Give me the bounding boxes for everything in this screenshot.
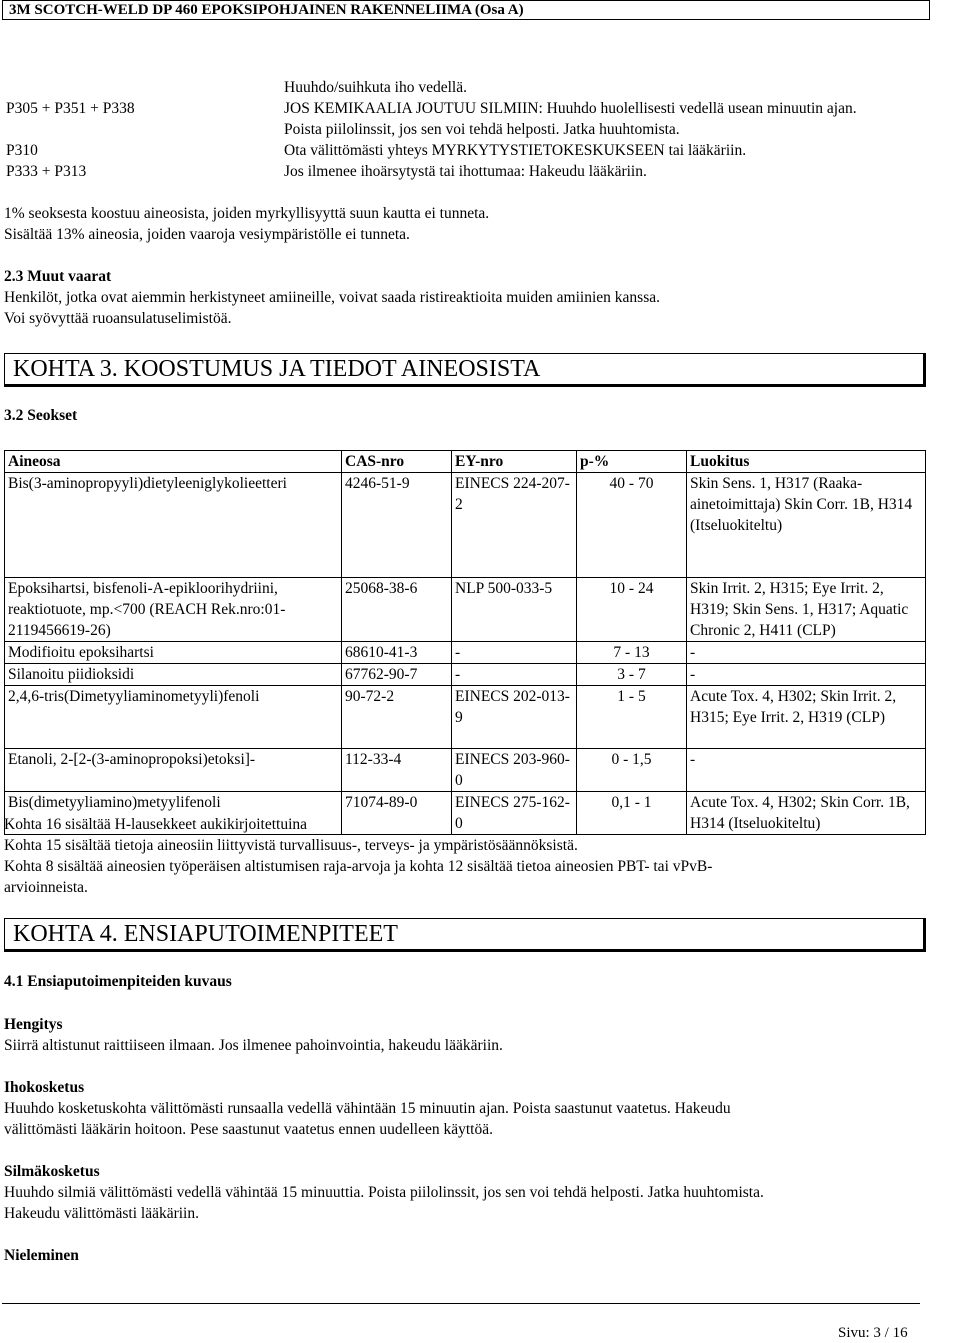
skin-contact-heading: Ihokosketus xyxy=(4,1079,85,1096)
eye-contact-heading: Silmäkosketus xyxy=(4,1163,100,1180)
precaution-text: Poista piilolinssit, jos sen voi tehdä helposti. Jatka huuhtomista. xyxy=(284,121,680,138)
precaution-code: P310 xyxy=(6,142,38,159)
ec-number: EINECS 203-960-0 xyxy=(452,749,577,792)
substance-name: Bis(dimetyyliamino)metyylifenoli xyxy=(5,792,342,835)
cas-number: 67762-90-7 xyxy=(342,664,452,686)
section3-note: Kohta 15 sisältää tietoja aineosiin liittyvistä turvallisuus-, terveys- ja ympäristösäännöksistä. xyxy=(4,837,578,854)
section3-note: Kohta 8 sisältää aineosien työperäisen altistumisen raja-arvoja ja kohta 12 sisältää tietoa aineosien PBT- tai vPvB- xyxy=(4,858,713,875)
precaution-text: Jos ilmenee ihoärsytystä tai ihottumaa: Hakeudu lääkäriin. xyxy=(284,163,647,180)
precaution-text: Huuhdo/suihkuta iho vedellä. xyxy=(284,79,467,96)
ec-number: EINECS 202-013-9 xyxy=(452,686,577,749)
ec-number: EINECS 275-162-0 xyxy=(452,792,577,835)
classification: Skin Irrit. 2, H315; Eye Irrit. 2, H319; Skin Sens. 1, H317; Aquatic Chronic 2, H411 (CLP) xyxy=(687,578,926,642)
percentage: 7 - 13 xyxy=(577,642,687,664)
column-header: CAS-nro xyxy=(342,451,452,473)
classification: - xyxy=(687,664,926,686)
column-header: p-% xyxy=(577,451,687,473)
footer-divider xyxy=(2,1303,920,1304)
section3-note: Kohta 16 sisältää H-lausekkeet aukikirjoitettuina xyxy=(4,816,308,833)
section-3-title: KOHTA 3. KOOSTUMUS JA TIEDOT AINEOSISTA xyxy=(4,353,926,387)
cas-number: 68610-41-3 xyxy=(342,642,452,664)
substance-name: Silanoitu piidioksidi xyxy=(5,664,342,686)
classification: Acute Tox. 4, H302; Skin Corr. 1B, H314 (Itseluokiteltu) xyxy=(687,792,926,835)
precaution-text: JOS KEMIKAALIA JOUTUU SILMIIN: Huuhdo huolellisesti vedellä usean minuutin ajan. xyxy=(284,100,857,117)
column-header: Aineosa xyxy=(5,451,342,473)
substances-table xyxy=(4,450,926,835)
cas-number: 90-72-2 xyxy=(342,686,452,749)
ingestion-heading: Nieleminen xyxy=(4,1247,79,1264)
skin-contact-text: välittömästi lääkärin hoitoon. Pese saastunut vaatetus ennen uudelleen käyttöä. xyxy=(4,1121,493,1138)
table-row xyxy=(5,664,926,686)
skin-contact-text: Huuhdo kosketuskohta välittömästi runsaalla vedellä vähintään 15 minuutin ajan. Poista saastunut vaatetus. Hakeudu xyxy=(4,1100,731,1117)
precaution-text: Ota välittömästi yhteys MYRKYTYSTIETOKESKUKSEEN tai lääkäriin. xyxy=(284,142,747,159)
percentage: 1 - 5 xyxy=(577,686,687,749)
percentage: 0 - 1,5 xyxy=(577,749,687,792)
percentage: 0,1 - 1 xyxy=(577,792,687,835)
document-header: 3M SCOTCH-WELD DP 460 EPOKSIPOHJAINEN RAKENNELIIMA (Osa A) xyxy=(2,0,930,20)
cas-number: 71074-89-0 xyxy=(342,792,452,835)
classification: - xyxy=(687,749,926,792)
table-row xyxy=(5,578,926,642)
page-number: Sivu: 3 / 16 xyxy=(838,1325,908,1341)
precaution-code: P305 + P351 + P338 xyxy=(6,100,135,117)
precaution-code: P333 + P313 xyxy=(6,163,87,180)
other-hazards-text: Henkilöt, jotka ovat aiemmin herkistyneet amiineille, voivat saada ristireaktioita muiden amiinien kanssa. xyxy=(4,289,660,306)
substance-name: Epoksihartsi, bisfenoli-A-epikloorihydriini, reaktiotuote, mp.<700 (REACH Rek.nro:01-2119456619-26) xyxy=(5,578,342,642)
classification: Acute Tox. 4, H302; Skin Irrit. 2, H315; Eye Irrit. 2, H319 (CLP) xyxy=(687,686,926,749)
percentage: 40 - 70 xyxy=(577,473,687,578)
ec-number: - xyxy=(452,642,577,664)
inhalation-heading: Hengitys xyxy=(4,1016,63,1033)
ec-number: EINECS 224-207-2 xyxy=(452,473,577,578)
first-aid-heading: 4.1 Ensiaputoimenpiteiden kuvaus xyxy=(4,973,232,990)
table-row xyxy=(5,473,926,578)
cas-number: 4246-51-9 xyxy=(342,473,452,578)
substance-name: Modifioitu epoksihartsi xyxy=(5,642,342,664)
table-row xyxy=(5,749,926,792)
aquatic-note: Sisältää 13% aineosia, joiden vaaroja vesiympäristölle ei tunneta. xyxy=(4,226,410,243)
substance-name: 2,4,6-tris(Dimetyyliaminometyyli)fenoli xyxy=(5,686,342,749)
percentage: 3 - 7 xyxy=(577,664,687,686)
percentage: 10 - 24 xyxy=(577,578,687,642)
other-hazards-heading: 2.3 Muut vaarat xyxy=(4,268,112,285)
table-header-row xyxy=(5,451,926,473)
ec-number: NLP 500-033-5 xyxy=(452,578,577,642)
column-header: Luokitus xyxy=(687,451,926,473)
mixtures-heading: 3.2 Seokset xyxy=(4,407,78,424)
cas-number: 112-33-4 xyxy=(342,749,452,792)
other-hazards-text: Voi syövyttää ruoansulatuselimistöä. xyxy=(4,310,232,327)
column-header: EY-nro xyxy=(452,451,577,473)
inhalation-text: Siirrä altistunut raittiiseen ilmaan. Jos ilmenee pahoinvointia, hakeudu lääkäriin. xyxy=(4,1037,503,1054)
ec-number: - xyxy=(452,664,577,686)
classification: - xyxy=(687,642,926,664)
section3-note: arvioinneista. xyxy=(4,879,88,896)
eye-contact-text: Hakeudu välittömästi lääkäriin. xyxy=(4,1205,199,1222)
classification: Skin Sens. 1, H317 (Raaka-ainetoimittaja) Skin Corr. 1B, H314 (Itseluokiteltu) xyxy=(687,473,926,578)
substance-name: Etanoli, 2-[2-(3-aminopropoksi)etoksi]- xyxy=(5,749,342,792)
table-row xyxy=(5,642,926,664)
section-4-title: KOHTA 4. ENSIAPUTOIMENPITEET xyxy=(4,918,926,952)
table-row xyxy=(5,686,926,749)
toxicity-note: 1% seoksesta koostuu aineosista, joiden myrkyllisyyttä suun kautta ei tunneta. xyxy=(4,205,490,222)
eye-contact-text: Huuhdo silmiä välittömästi vedellä vähintää 15 minuuttia. Poista piilolinssit, jos sen voi tehdä helposti. Jatka huuhtomista. xyxy=(4,1184,764,1201)
cas-number: 25068-38-6 xyxy=(342,578,452,642)
substance-name: Bis(3-aminopropyyli)dietyleeniglykolieetteri xyxy=(5,473,342,578)
